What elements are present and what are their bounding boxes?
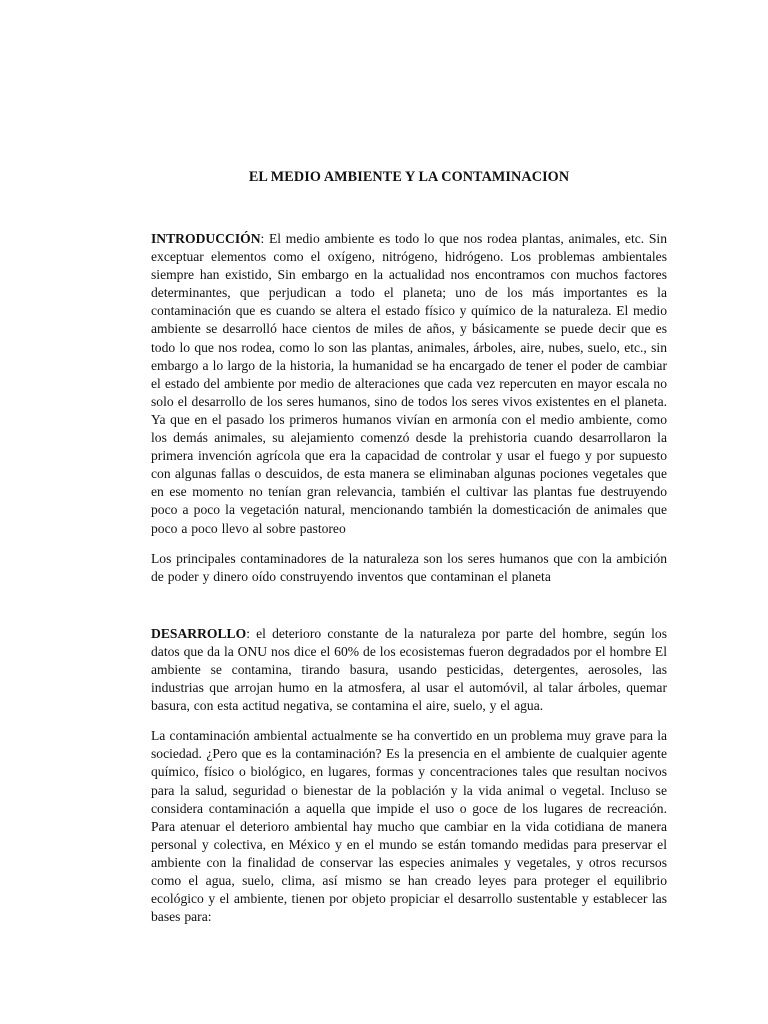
contamination-definition-paragraph: La contaminación ambiental actualmente se ha convertido en un problema muy grave para la sociedad. ¿Pero que es la contaminación? Es la presencia en el ambiente de cualquier agente químico, físico o biológico, en lugares, formas y concentraciones tales que resultan nocivos para la salud, seguridad o bienestar de la población y la vida animal o vegetal. Incluso se considera contaminación a aquella que impide el uso o goce de los lugares de recreación. Para atenuar el deterioro ambiental hay mucho que cambiar en la vida cotidiana de manera personal y colectiva, en México y en el mundo se están tomando medidas para preservar el ambiente con la finalidad de conservar las especies animales y vegetales, y otros recursos como el agua, suelo, clima, así mismo se han creado leyes para proteger el equilibrio ecológico y el ambiente, tienen por objeto propiciar el desarrollo sustentable y establecer las bases para: [151,728,667,925]
document-page [151,168,667,926]
introduction-heading: INTRODUCCIÓN [151,231,261,246]
desarrollo-text: : el deterioro constante de la naturaleza por parte del hombre, según los datos que da la ONU nos dice el 60% de los ecosistemas fueron degradados por el hombre El ambiente se contamina, tirando basura, usando pesticidas, detergentes, aerosoles, las industrias que arrojan humo en la atmosfera, al usar el automóvil, al talar árboles, quemar basura, con esta actitud negativa, se contamina el aire, suelo, y el agua. [151,625,667,714]
contaminators-paragraph: Los principales contaminadores de la naturaleza son los seres humanos que con la ambición de poder y dinero oído construyendo inventos que contaminan el planeta [151,550,667,584]
desarrollo-heading: DESARROLLO [151,625,247,641]
introduction-text: : El medio ambiente es todo lo que nos rodea plantas, animales, etc. Sin exceptuar elementos como el oxígeno, nitrógeno, hidrógeno. Los problemas ambientales siempre han existido, Sin embargo en la actualidad nos encontramos con muchos factores determinantes, que perjudican a todo el planeta; uno de los más importantes es la contaminación que es cuando se altera el estado físico y químico de la naturaleza. El medio ambiente se desarrolló hace cientos de miles de años, y básicamente se puede decir que es todo lo que nos rodea, como lo son las plantas, animales, árboles, aire, nubes, suelo, etc., sin embargo a lo largo de la historia, la humanidad se ha encargado de tener el poder de cambiar el estado del ambiente por medio de alteraciones que cada vez repercuten en mayor escala no solo el desarrollo de los seres humanos, sino de todos los seres vivos existentes en el planeta. Ya que en el pasado los primeros humanos vivían en armonía con el medio ambiente, como los demás animales, su alejamiento comenzó desde la prehistoria cuando desarrollaron la primera invención agrícola que era la capacidad de controlar y usar el fuego y por supuesto con algunas fallas o descuidos, de esta manera se eliminaban algunas pociones vegetales que en ese momento no tenían gran relevancia, también el cultivar las plantas fue destruyendo poco a poco la vegetación natural, mencionando también la domesticación de animales que poco a poco llevo al sobre pastoreo [151,231,667,536]
desarrollo-paragraph [151,625,667,715]
document-title: EL MEDIO AMBIENTE Y LA CONTAMINACION [248,169,570,185]
introduction-paragraph [151,230,667,538]
